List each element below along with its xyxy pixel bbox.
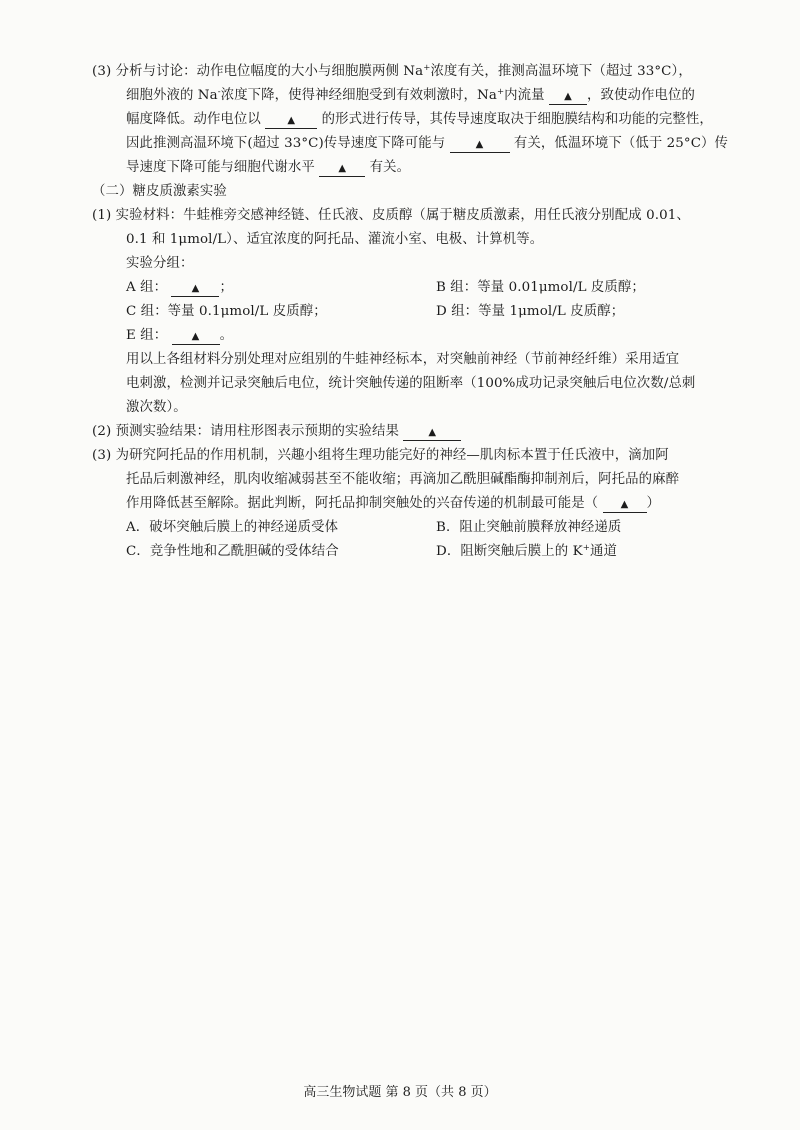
answer-blank-bar-chart[interactable]: ▲ [403,424,461,441]
q3-intro-line-4: 因此推测高温环境下(超过 33°C)传导速度下降可能与 ▲ 有关，低温环境下（低于 25°C）传 [126,136,729,151]
group-a: A 组： ▲ ； [126,280,233,295]
q3-line-1: (3) 为研究阿托品的作用机制，兴趣小组将生理功能完好的神经—肌肉标本置于任氏液中，滴加阿 [92,448,669,463]
option-a[interactable]: A．破坏突触后膜上的神经递质受体 [126,520,339,535]
q1-label: (1) [92,208,112,223]
answer-blank-high-temp-cause[interactable]: ▲ [450,136,510,153]
q3-intro-label: (3) [92,64,112,79]
q3-intro-line-5: 导速度下降可能与细胞代谢水平 ▲ 有关。 [126,160,411,175]
answer-blank-conduction-form[interactable]: ▲ [265,112,317,129]
option-d[interactable]: D．阻断突触后膜上的 K+通道 [436,543,617,559]
answer-blank-group-e[interactable]: ▲ [172,328,220,345]
group-d: D 组：等量 1μmol/L 皮质醇； [436,304,625,319]
answer-blank-group-a[interactable]: ▲ [171,280,219,297]
group-e: E 组： ▲ 。 [126,328,234,343]
q1-procedure-line-3: 激次数）。 [126,400,187,415]
answer-blank-metabolism[interactable]: ▲ [319,160,365,177]
answer-blank-na-influx[interactable]: ▲ [549,88,587,105]
group-b: B 组：等量 0.01μmol/L 皮质醇； [436,280,645,295]
q3-intro-line-1: (3) 分析与讨论：动作电位幅度的大小与细胞膜两侧 Na+浓度有关，推测高温环境下（超过 33°C）， [92,63,692,79]
answer-blank-mechanism[interactable]: ▲ [603,496,647,513]
q3-intro-line-3: 幅度降低。动作电位以 ▲ 的形式进行传导，其传导速度取决于细胞膜结构和功能的完整性， [126,112,713,127]
q1-line-2: 0.1 和 1μmol/L）、适宜浓度的阿托品、灌流小室、电极、计算机等。 [126,232,544,247]
section-title-glucocorticoid: （二）糖皮质激素实验 [92,184,227,199]
q1-grouping-label: 实验分组： [126,256,194,271]
q1-procedure-line-1: 用以上各组材料分别处理对应组别的牛蛙神经标本，对突触前神经（节前神经纤维）采用适宜 [126,352,680,367]
option-c[interactable]: C．竞争性地和乙酰胆碱的受体结合 [126,544,339,559]
q1-line-1: (1) 实验材料：牛蛙椎旁交感神经链、任氏液、皮质醇（属于糖皮质激素，用任氏液分别配成 0.01、 [92,208,690,223]
q1-procedure-line-2: 电刺激，检测并记录突触后电位，统计突触传递的阻断率（100%成功记录突触后电位次数/总刺 [126,376,696,391]
q3-intro-line-2: 细胞外液的 Na-浓度下降，使得神经细胞受到有效刺激时，Na+内流量 ▲ ，致使动作电位的 [126,87,695,103]
q3-label: (3) [92,448,112,463]
option-b[interactable]: B．阻止突触前膜释放神经递质 [436,520,622,535]
group-c: C 组：等量 0.1μmol/L 皮质醇； [126,304,327,319]
page-footer: 高三生物试题 第 8 页（共 8 页） [303,1085,497,1100]
q3-line-3: 作用降低甚至解除。据此判断，阿托品抑制突触处的兴奋传递的机制最可能是（ ▲ ） [126,496,661,511]
q2-line: (2) 预测实验结果：请用柱形图表示预期的实验结果 ▲ [92,420,461,443]
q3-line-2: 托品后刺激神经，肌肉收缩减弱甚至不能收缩；再滴加乙酰胆碱酯酶抑制剂后，阿托品的麻醉 [126,472,680,487]
q2-label: (2) [92,424,112,439]
